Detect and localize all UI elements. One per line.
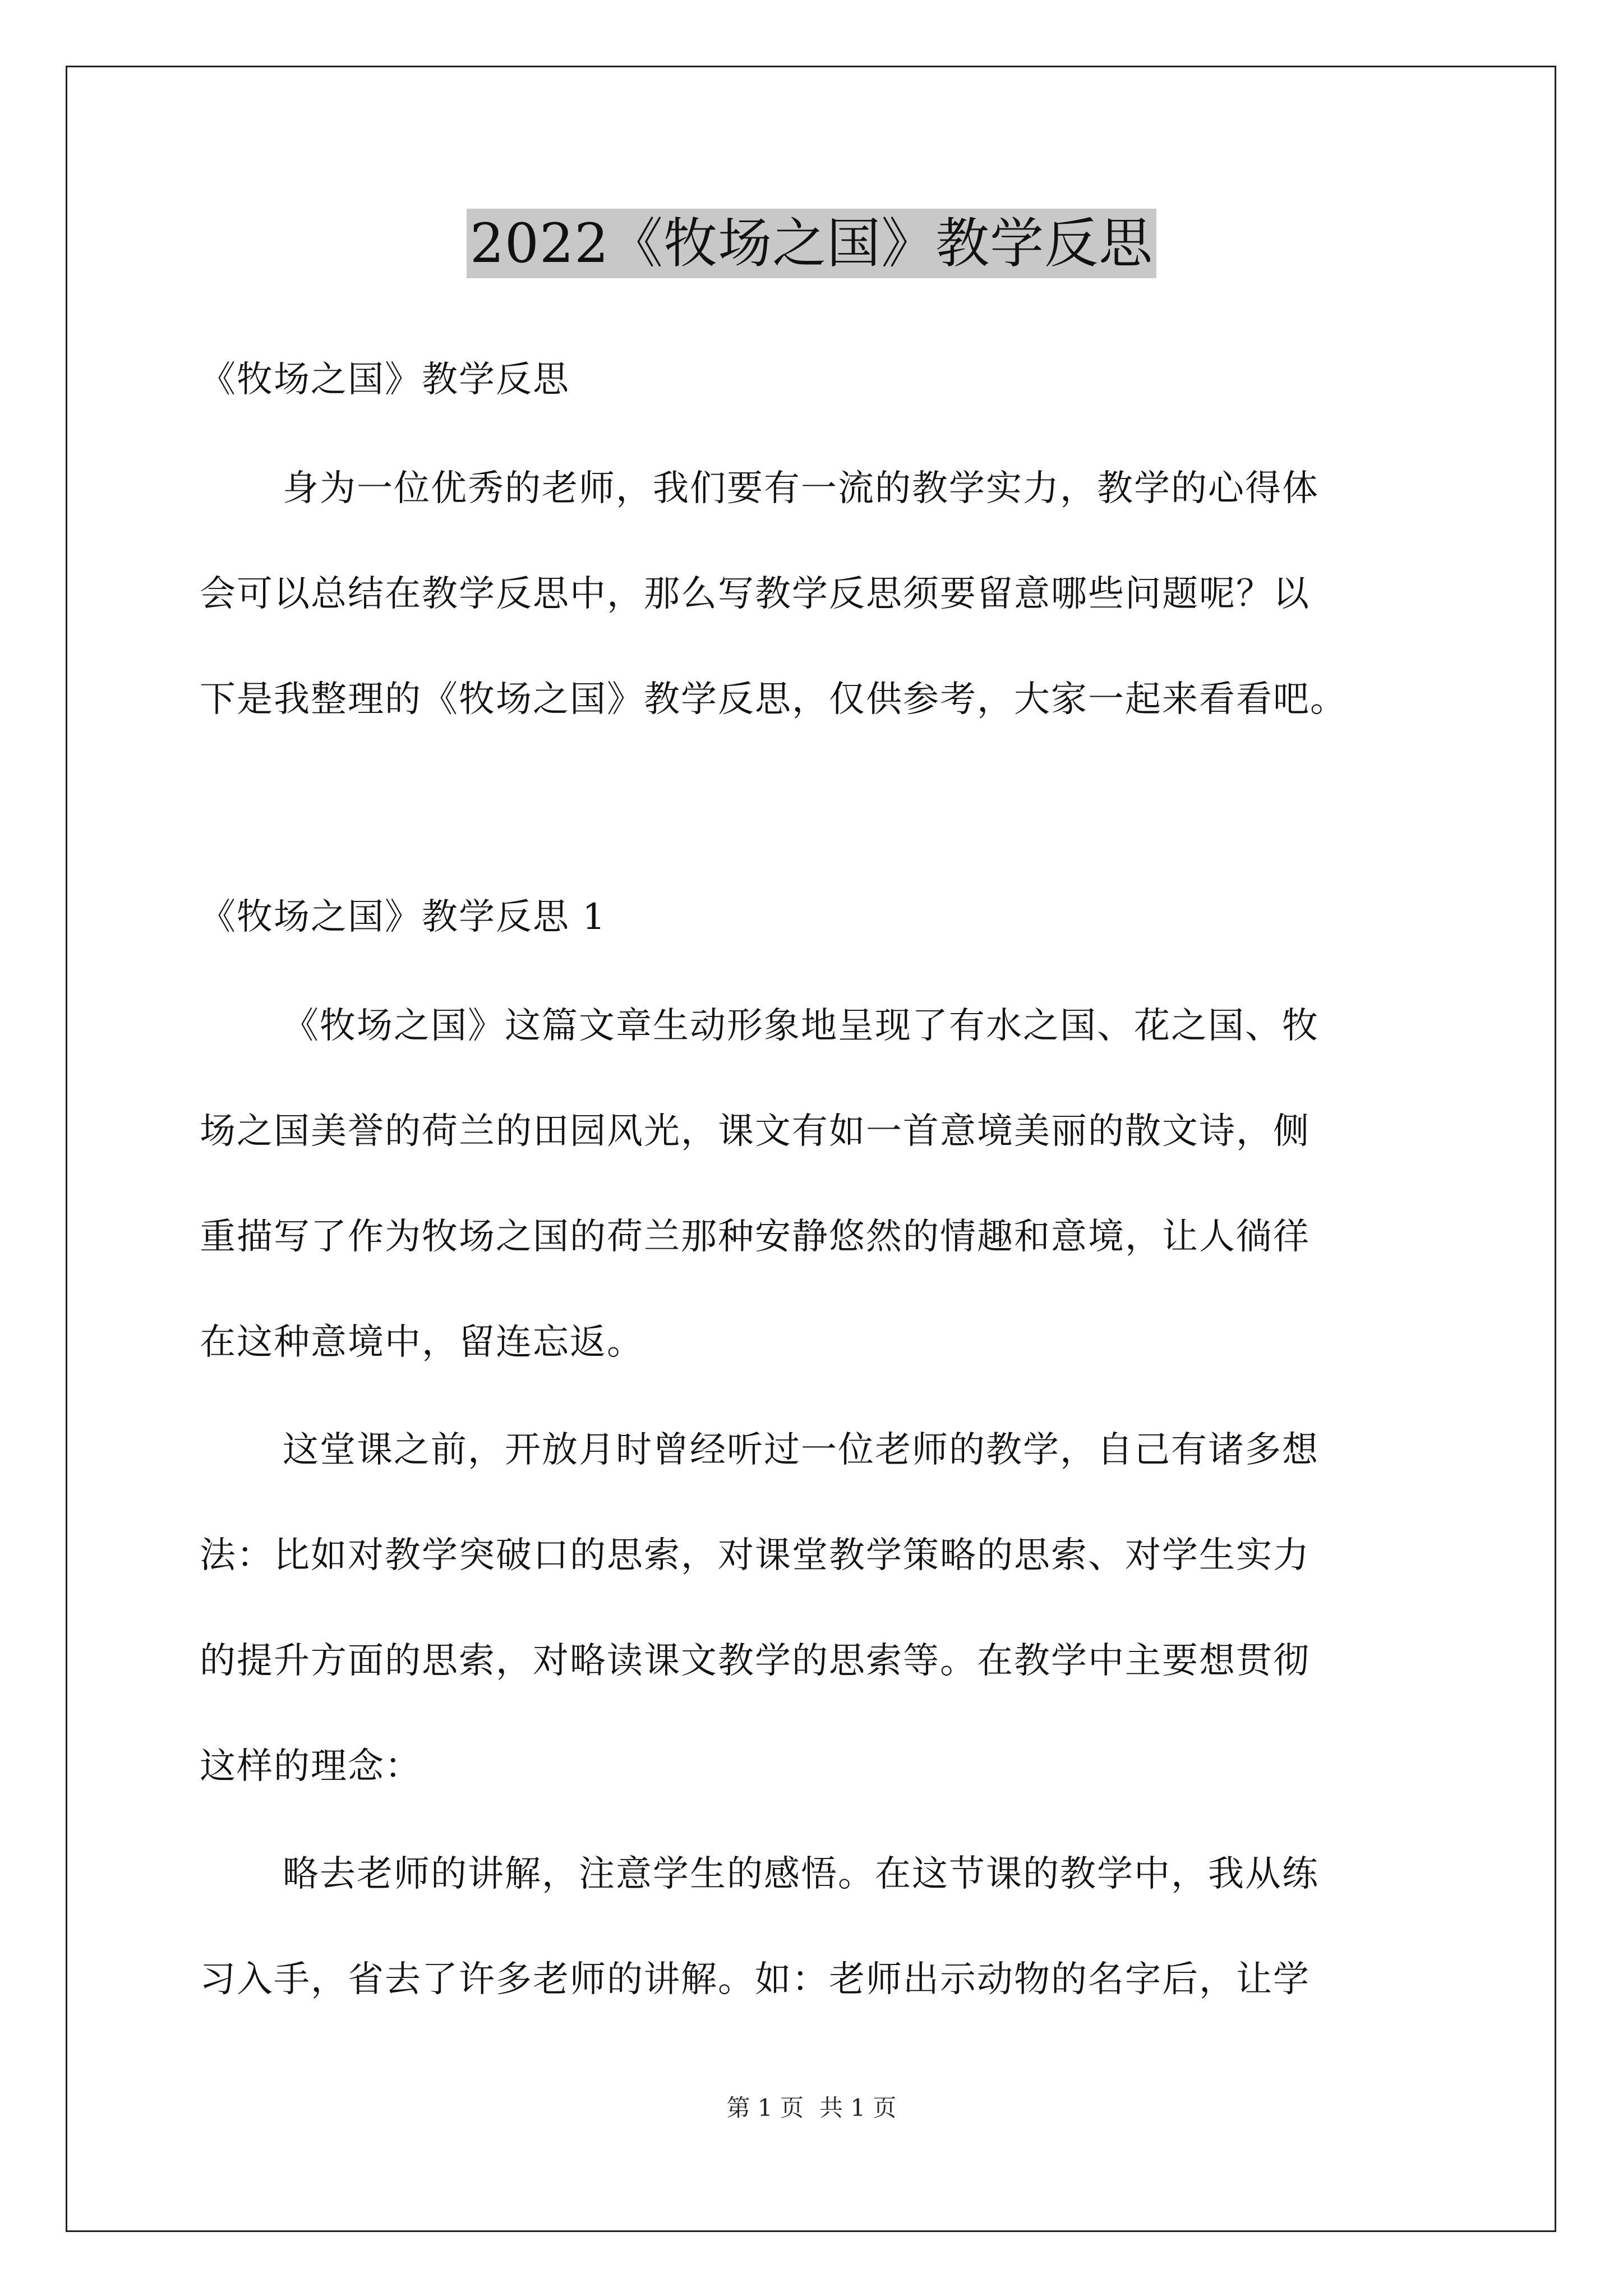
paragraph3-line-2: 习入手，省去了许多老师的讲解。如：老师出示动物的名字后，让学 <box>200 1959 1310 2000</box>
document-subtitle: 《牧场之国》教学反思 <box>200 359 570 401</box>
title-container <box>0 209 1623 278</box>
paragraph2-line-4: 这样的理念： <box>200 1746 422 1787</box>
paragraph3-line-1: 略去老师的讲解，注意学生的感悟。在这节课的教学中，我从练 <box>283 1853 1319 1895</box>
section-heading: 《牧场之国》教学反思 1 <box>200 896 607 938</box>
page-total: 共 1 页 <box>819 2094 897 2122</box>
paragraph2-line-3: 的提升方面的思索，对略读课文教学的思索等。在教学中主要想贯彻 <box>200 1640 1310 1682</box>
document-title: 2022《牧场之国》教学反思 <box>467 209 1156 278</box>
paragraph1-line-2: 场之国美誉的荷兰的田园风光，课文有如一首意境美丽的散文诗，侧 <box>200 1111 1310 1152</box>
intro-line-1: 身为一位优秀的老师，我们要有一流的教学实力，教学的心得体 <box>283 468 1319 509</box>
intro-line-2: 会可以总结在教学反思中，那么写教学反思须要留意哪些问题呢？以 <box>200 573 1310 615</box>
paragraph2-line-1: 这堂课之前，开放月时曾经听过一位老师的教学，自己有诸多想 <box>283 1429 1319 1471</box>
paragraph2-line-2: 法：比如对教学突破口的思索，对课堂教学策略的思索、对学生实力 <box>200 1535 1310 1576</box>
intro-line-3: 下是我整理的《牧场之国》教学反思，仅供参考，大家一起来看看吧。 <box>200 679 1347 720</box>
page-footer <box>0 2091 1623 2125</box>
paragraph1-line-3: 重描写了作为牧场之国的荷兰那种安静悠然的情趣和意境，让人徜徉 <box>200 1216 1310 1258</box>
paragraph1-line-1: 《牧场之国》这篇文章生动形象地呈现了有水之国、花之国、牧 <box>283 1005 1319 1047</box>
paragraph1-line-4: 在这种意境中，留连忘返。 <box>200 1322 644 1363</box>
page-number: 第 1 页 <box>726 2094 804 2122</box>
